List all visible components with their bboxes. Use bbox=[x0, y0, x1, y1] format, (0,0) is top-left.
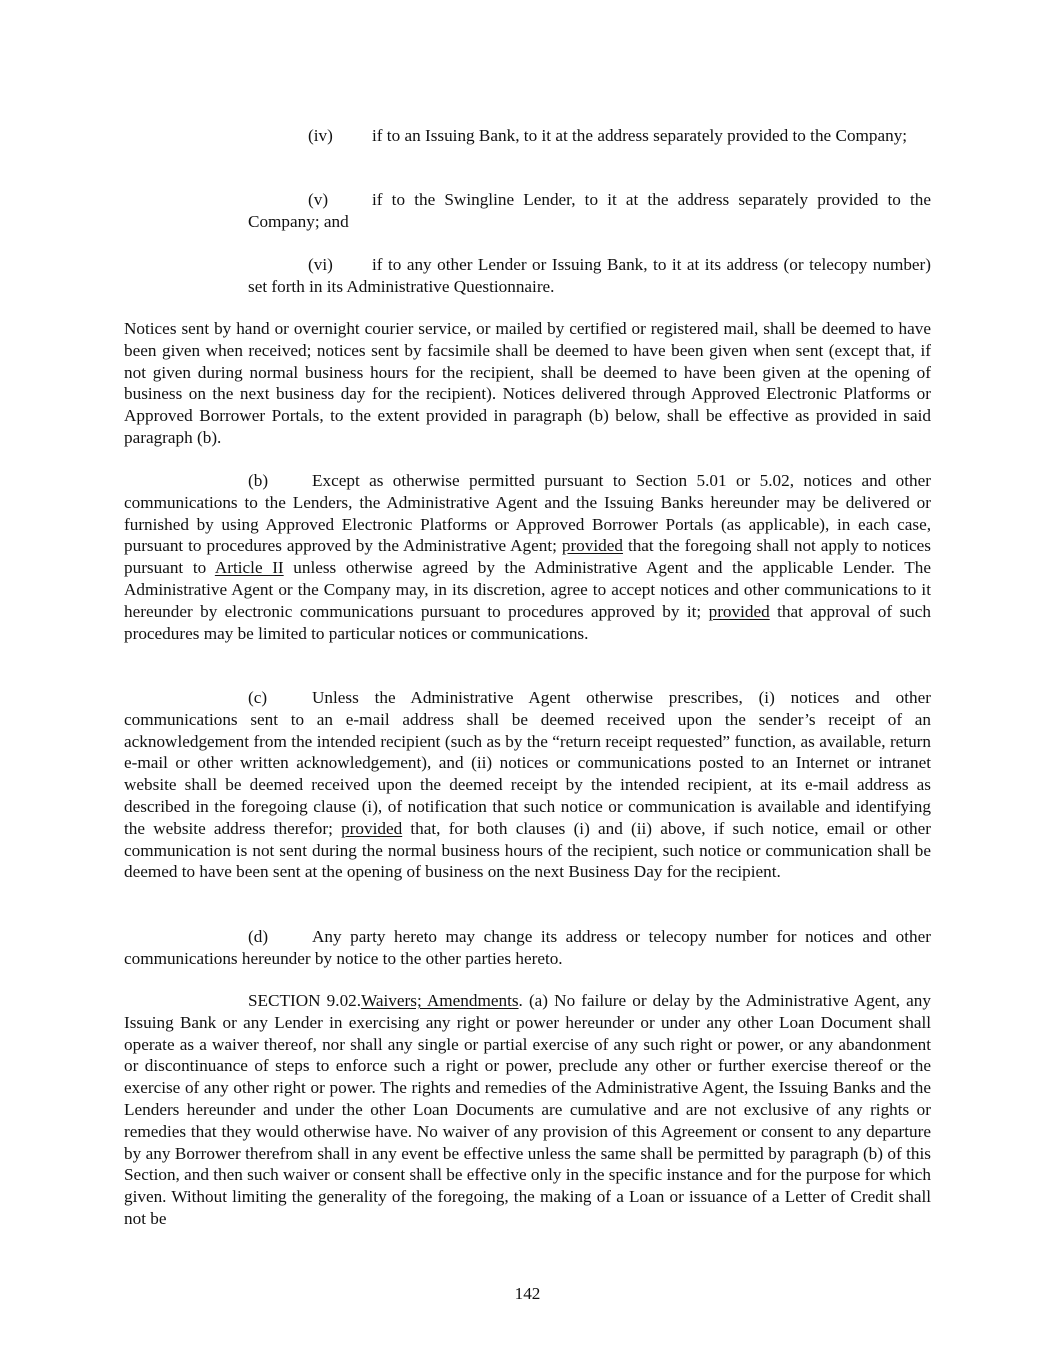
section-label: SECTION 9.02. bbox=[248, 991, 362, 1010]
section-title: Waivers; Amendments bbox=[361, 991, 519, 1010]
section-9-02 bbox=[124, 990, 931, 1230]
provided-term: provided bbox=[341, 818, 403, 838]
paragraph-number: (d) bbox=[248, 927, 269, 946]
provided-term: provided bbox=[708, 601, 770, 621]
item-text: if to an Issuing Bank, to it at the address separately provided to the Company; bbox=[372, 126, 908, 145]
paragraph-text: Except as otherwise permitted pursuant to Section 5.01 or 5.02, notices and other communications to the Lenders, the Administrative Agent and the Issuing Banks hereunder may be delivered or furnished by using Approved Electronic Platforms or Approved Borrower Portals (as applicable), in each case, pursuant to procedures approved by the Administrative Agent; bbox=[124, 471, 931, 556]
paragraph-text: unless otherwise agreed by the Administrative Agent and the applicable Lender. The Administrative Agent or the Company may, in its discretion, agree to accept notices and other communications to it hereunder by electronic communications pursuant to procedures approved by it; bbox=[124, 558, 931, 621]
notice-item-v bbox=[248, 189, 931, 233]
item-text: if to the Swingline Lender, to it at the address separately provided to the Company; and bbox=[248, 190, 931, 231]
section-text: . (a) No failure or delay by the Administrative Agent, any Issuing Bank or any Lender in exercising any right or power hereunder or under any other Loan Document shall operate as a waiver thereof, nor shall any single or partial exercise of any such right or power, or any abandonment or discontinuance of steps to enforce such a right or power, preclude any other or further exercise thereof or the exercise of any other right or power. The rights and remedies of the Administrative Agent, the Issuing Banks and the Lenders hereunder and under the other Loan Documents are cumulative and are not exclusive of any rights or remedies that they would otherwise have. No waiver of any provision of this Agreement or consent to any departure by any Borrower therefrom shall in any event be effective unless the same shall be permitted by paragraph (b) of this Section, and then such waiver or consent shall be effective only in the specific instance and for the purpose for which given. Without limiting the generality of the foregoing, the making of a Loan or issuance of a Letter of Credit shall not be bbox=[124, 991, 931, 1228]
paragraph-number: (b) bbox=[248, 471, 269, 490]
article-ii-reference: Article II bbox=[214, 558, 284, 578]
provided-term: provided bbox=[561, 536, 623, 556]
notices-paragraph: Notices sent by hand or overnight courier service, or mailed by certified or registered mail, shall be deemed to have been given when received; notices sent by facsimile shall be deemed to have been given when sent (except that, if not given during normal business hours for the recipient, shall be deemed to have been given at the opening of business on the next business day for the recipient). Notices delivered through Approved Electronic Platforms or Approved Borrower Portals, to the extent provided in paragraph (b) below, shall be effective as provided in said paragraph (b). bbox=[124, 319, 931, 447]
notice-item-vi bbox=[248, 254, 931, 298]
paragraph-text: that, for both clauses (i) and (ii) above, if such notice, email or other communication is not sent during the normal business hours of the recipient, such notice or communication shall be deemed to have been sent at the opening of business on the next Business Day for the recipient. bbox=[124, 818, 931, 882]
paragraph-text: that approval of such procedures may be limited to particular notices or communications. bbox=[124, 601, 931, 643]
item-text: if to any other Lender or Issuing Bank, to it at its address (or telecopy number) set forth in its Administrative Questionnaire. bbox=[248, 255, 931, 296]
paragraph-b bbox=[124, 470, 931, 644]
paragraph-text: Any party hereto may change its address or telecopy number for notices and other communications hereunder by notice to the other parties hereto. bbox=[124, 927, 931, 968]
notice-item-iv bbox=[248, 125, 931, 147]
paragraph-number: (c) bbox=[248, 688, 268, 707]
paragraph-c bbox=[124, 687, 931, 883]
item-number: (vi) bbox=[308, 255, 333, 274]
paragraph-text: that the foregoing shall not apply to notices pursuant to bbox=[124, 536, 931, 578]
item-number: (v) bbox=[308, 190, 329, 209]
paragraph-text: Unless the Administrative Agent otherwise prescribes, (i) notices and other communications sent to an e-mail address shall be deemed received upon the sender’s receipt of an acknowledgement from the intended recipient (such as by the “return receipt requested” function, as available, return e-mail or other written acknowledgement), and (ii) notices or communications posted to an Internet or intranet website shall be deemed received upon the deemed receipt by the intended recipient, at its e-mail address as described in the foregoing clause (i), of notification that such notice or communication is available and identifying the website address therefor; bbox=[124, 688, 931, 838]
paragraph-d bbox=[124, 926, 931, 970]
item-number: (iv) bbox=[308, 126, 333, 145]
page-number: 142 bbox=[514, 1284, 541, 1303]
